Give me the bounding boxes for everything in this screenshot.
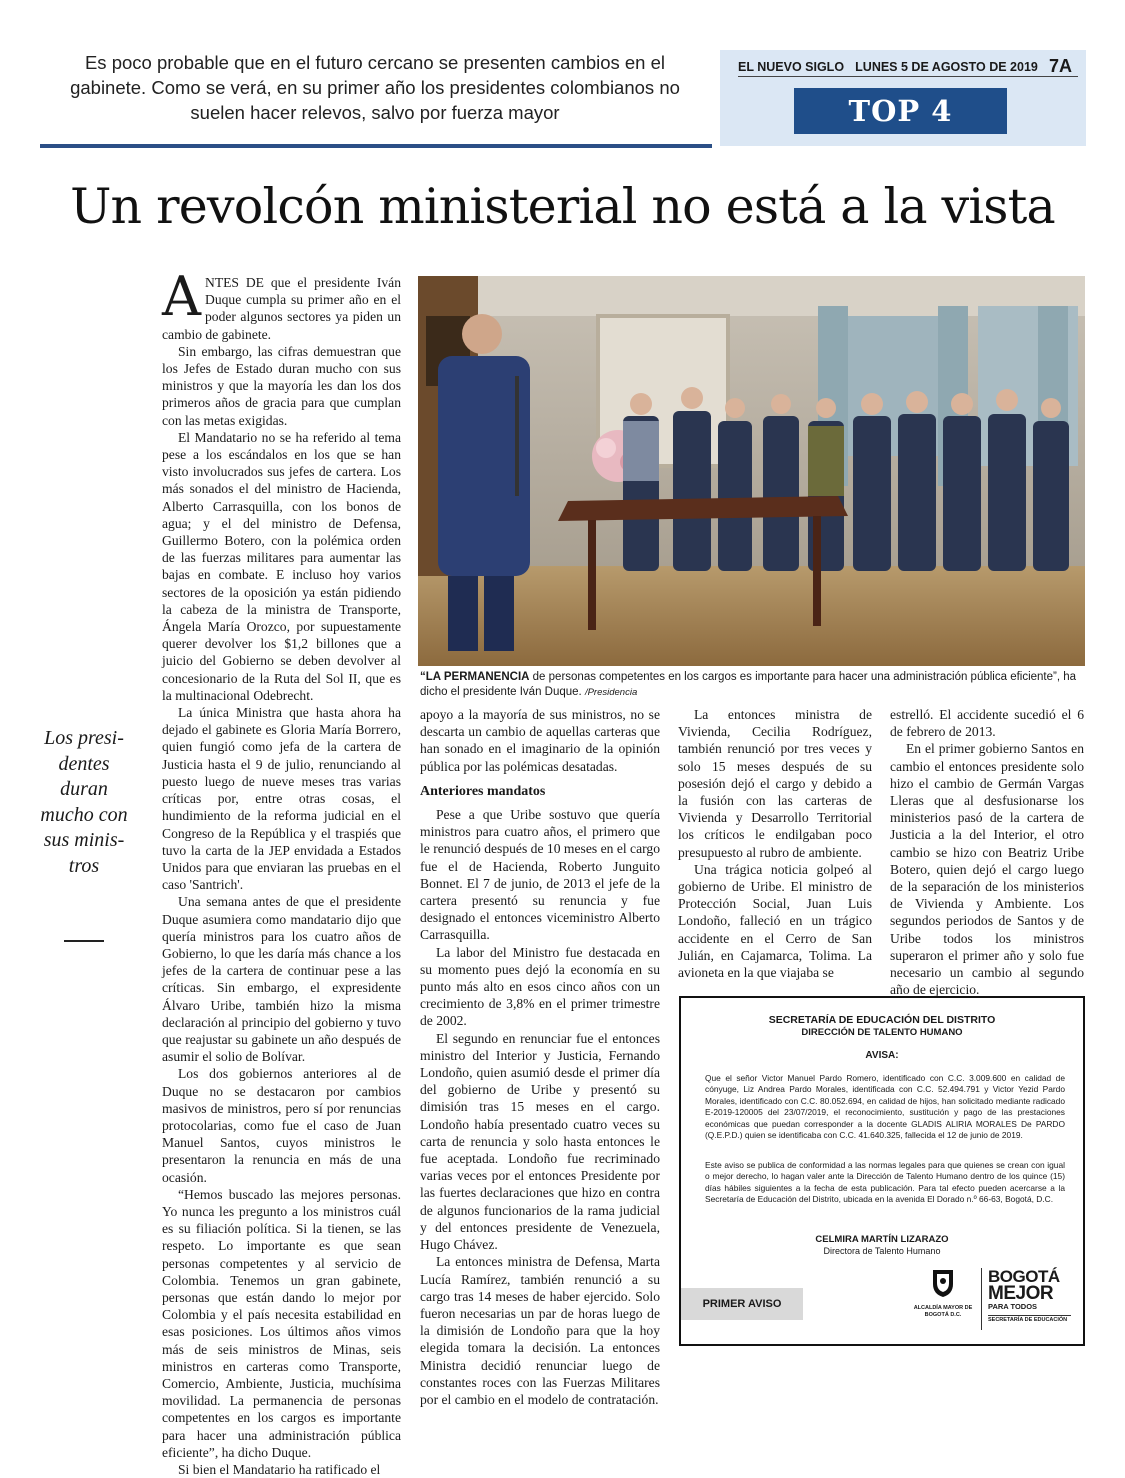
caption-lead: “LA PERMANENCIA (420, 671, 530, 683)
first-notice-label: PRIMER AVISO (681, 1288, 803, 1320)
deck-rule (40, 144, 712, 148)
ad-avisa: AVISA: (865, 1050, 899, 1061)
paragraph: Una trágica noticia golpeó al gobierno de Uribe. El ministro de Protección Social, Juan Luis Londoño, falleció en un trágico accidente en el Cerro de San Julián, en Cajamarca, Tolima. La avioneta en la que viajaba se (678, 861, 872, 981)
bogota-logo-line-4: SECRETARÍA DE EDUCACIÓN (988, 1315, 1071, 1324)
ad-title: SECRETARÍA DE EDUCACIÓN DEL DISTRITO (768, 1014, 996, 1026)
article-column-3 (678, 706, 872, 981)
alcaldia-text: ALCALDÍA MAYOR DE BOGOTÁ D.C. (913, 1305, 973, 1318)
deck-text: Es poco probable que en el futuro cercano se presenten cambios en el gabinete. Como se verá, en su primer año los presidentes colombianos no suelen hacer relevos, salvo por fuerza mayor (70, 52, 680, 123)
first-paragraph: ANTES DE que el presidente Iván Duque cumpla su primer año en el poder algunos sectores ya piden un cambio de gabinete. (162, 265, 401, 342)
caption-text: de personas competentes en los cargos es importante para hacer una administración pública eficiente”, ha dicho el presidente Iván Duque. (420, 671, 1077, 698)
coat-of-arms-icon (931, 1268, 955, 1298)
public-notice-ad (679, 996, 1085, 1346)
newspaper-name: EL NUEVO SIGLO (738, 59, 845, 74)
page-number: 7A (1048, 56, 1072, 76)
paragraph: La labor del Ministro fue destacada en su momento pues dejó la economía en su punto más alto en esos cinco años con un crecimiento de 3,8% en el primer trimestre de 2002. (420, 944, 660, 1029)
ad-signer: CELMIRA MARTÍN LIZARAZO (815, 1234, 949, 1245)
ceremony-photo (418, 276, 1085, 666)
paragraph: Si bien el Mandatario ha ratificado el (178, 1462, 381, 1478)
paragraph: La única Ministra que hasta ahora ha dejado el gabinete es Gloria María Borrero, quien fungió como jefa de la cartera de Justicia hasta el 9 de julio, renunciando al puesto luego de nueve meses tras varias críticas por, entre otras cosas, el hundimiento de la reforma judicial en el Congreso de la República y el traspiés que tuvo la carta de la JEP envidada a Estados Unidos para que enviaran las pruebas en el caso 'Santrich'. (162, 705, 401, 893)
paragraph: estrelló. El accidente sucedió el 6 de febrero de 2013. (890, 707, 1084, 740)
subheading: Anteriores mandatos (420, 783, 546, 799)
photo-caption (420, 670, 1085, 700)
ad-subtitle: DIRECCIÓN DE TALENTO HUMANO (801, 1027, 963, 1038)
paragraph: “Hemos buscado las mejores personas. Yo nunca les pregunto a los ministros cuál es su filiación política. Si la tienen, se las respeto. Lo importante es que sean personas competentes y al servicio de Colombia. Tenemos un gran gabinete, personas que están dando lo mejor por Colombia y el país necesita estabilidad en esas posiciones. Los últimos años vimos más de seis ministros de Minas, seis ministros en carteras como Transporte, Comercio, Ambiente, Justicia, muchísima movilidad. La permanencia de personas competentes en los cargos es importante para hacer una administración pública eficiente”, ha dicho Duque. (162, 1186, 401, 1460)
paragraph: Una semana antes de que el presidente Duque asumiera como mandatario dijo que quería ministros para los cuatro años de Gobierno, lo que les daría más chance a los jefes de la cartera de continuar pese a las críticas. Sin embargo, el expresidente Álvaro Uribe, también hizo la misma declaración al principio del gobierno y tuvo que reajustar su gabinete un año después de asumir el solio de Bolívar. (162, 894, 401, 1065)
bogota-logo-line-3: PARA TODOS (988, 1302, 1038, 1311)
photo-credit: /Presidencia (584, 687, 638, 698)
masthead-rule (738, 76, 1078, 77)
paragraph: El Mandatario no se ha referido al tema pese a los escándalos en los que se han visto involucrados sus jefes de cartera. Los más sonados el del ministro de Hacienda, Alberto Carrasquilla, con los bonos de agua; y el del ministro de Defensa, Guillermo Botero, con la polémica orden de las fuerzas militares para aumentar las bajas en combate. E incluso hoy varios sectores de la oposición ya están pidiendo la cabeza de la ministra de Transporte, Ángela María Orozco, por supuestamente querer devolver los $1,2 billones que a juicio del Gobierno se deben devolver al concesionario de la Ruta del Sol II, que es la multinacional Odebrecht. (162, 429, 401, 703)
ad-body-1: Que el señor Victor Manuel Pardo Romero, identificado con C.C. 3.009.600 en calidad de cónyuge, Liz Andrea Pardo Morales, identificada con C.C. 52.494.791 y Victor Yezid Pardo Morales, identificado con C.C. 80.052.694, en calidad de hijos, han solicitado mediante radicado E-2019-120005 del 23/07/2019, el reconocimiento, sustitución y pago de las prestaciones económicas que puedan corresponder a la docente GLADIS ALIRIA MORALES De PARDO (Q.E.P.D.) quien se identificaba con C.C. 41.640.325, fallecida el 12 de junio de 2019. (705, 1073, 1065, 1141)
bogota-logo-line-2: MEJOR (988, 1283, 1054, 1304)
paragraph: La entonces ministra de Vivienda, Cecilia Rodríguez, también renunció por tres veces y solo 15 meses después de su posesión dejó el cargo y debido a la fusión con las carteras de Vivienda y Desarrollo Territorial los críticos le endilgaban poco presupuesto al rubro de ambiente. (678, 707, 872, 860)
alcaldia-logo (913, 1268, 973, 1330)
bogota-logo (981, 1268, 1071, 1330)
headline: Un revolcón ministerial no está a la vista (70, 178, 1055, 235)
paragraph: En el primer gobierno Santos en cambio el entonces presidente solo hizo el cambio de Germán Vargas Lleras que al desfusionarse los ministerios pasó de la cartera de Justicia a la del Interior, el otro cambio se hizo con Beatriz Uribe Botero, quien dejó el cargo luego de la separación de los ministerios de Vivienda y Ambiente. Los segundos periodos de Santos y de Uribe todos los ministros superaron el primer año y solo fue necesario un cambio al segundo año de ejercicio. (890, 741, 1084, 998)
bogota-logo-line-1: BOGOTÁ (988, 1267, 1060, 1286)
article-column-1 (162, 265, 401, 1478)
section-badge: TOP 4 (794, 88, 1007, 134)
paragraph: La entonces ministra de Defensa, Marta Lucía Ramírez, también renunció a su cargo tras 14 meses de haber ejercido. Solo fueron necesarias un par de horas luego de la dimisión de Londoño para que la hoy elegida tomara la decisión. La entonces Ministra decidió renunciar luego de constantes roces con las Fuerzas Militares por el cambio en el modelo de contratación. (420, 1254, 660, 1407)
paragraph: El segundo en renunciar fue el entonces ministro del Interior y Justicia, Fernando Londoño, quien asumió desde el primer día del gobierno de Uribe y presentó su dimisión tras 15 meses en el cargo. Londoño había presentado cuatro veces su carta de renuncia y solo hasta entonces le fue aceptada. Londoño fue recriminado varias veces por el entonces Presidente por las fuertes declaraciones que hizo en contra de algunos funcionarios de la rama judicial y del entonces presidente de Venezuela, Hugo Chávez. (420, 1030, 660, 1253)
drop-cap: A (162, 265, 201, 328)
pull-quote: Los presi- dentes duran mucho con sus minis- tros (40, 727, 128, 877)
paragraph: Los dos gobiernos anteriores al de Duque no se destacaron por cambios masivos de ministros, pero sí por renuncias protocolarias, como fue el caso de Juan Manuel Santos, cuyos ministros le presentaron la renuncia en más de una ocasión. (162, 1066, 401, 1185)
article-column-2 (420, 706, 660, 1407)
ad-signer-role: Directora de Talento Humano (823, 1246, 941, 1256)
issue-date: LUNES 5 DE AGOSTO DE 2019 (855, 59, 1038, 74)
paragraph: Sin embargo, las cifras demuestran que los Jefes de Estado duran mucho con sus ministros y que la mayoría les dan los dos primeros años de gracia para que cumplan con las metas exigidas. (162, 343, 401, 428)
paragraph: apoyo a la mayoría de sus ministros, no se descarta un cambio de aquellas carteras que han sonado en el imaginario de la opinión pública por las polémicas desatadas. (420, 707, 660, 774)
masthead-line (738, 56, 1072, 77)
paragraph: Pese a que Uribe sostuvo que quería ministros para cuatro años, el primero que le renunció después de 10 meses en el cargo fue el de Hacienda, Roberto Junguito Bonnet. El 7 de junio, de 2013 el jefe de la cartera presentó su renuncia y fue designado el entonces viceministro Alberto Carrasquilla. (420, 807, 660, 943)
pull-quote-rule (64, 940, 104, 942)
article-column-4 (890, 706, 1084, 998)
ad-body-2: Este aviso se publica de conformidad a las normas legales para que quienes se crean con igual o mejor derecho, lo hagan valer ante la Dirección de Talento Humano dentro de los quince (15) días hábiles siguientes a la fecha de esta publicación. Para tal efecto pueden acercarse a la Secretaría de Educación del Distrito, ubicada en la avenida El Dorado n.º 66-63, Bogotá, D.C. (705, 1160, 1065, 1205)
